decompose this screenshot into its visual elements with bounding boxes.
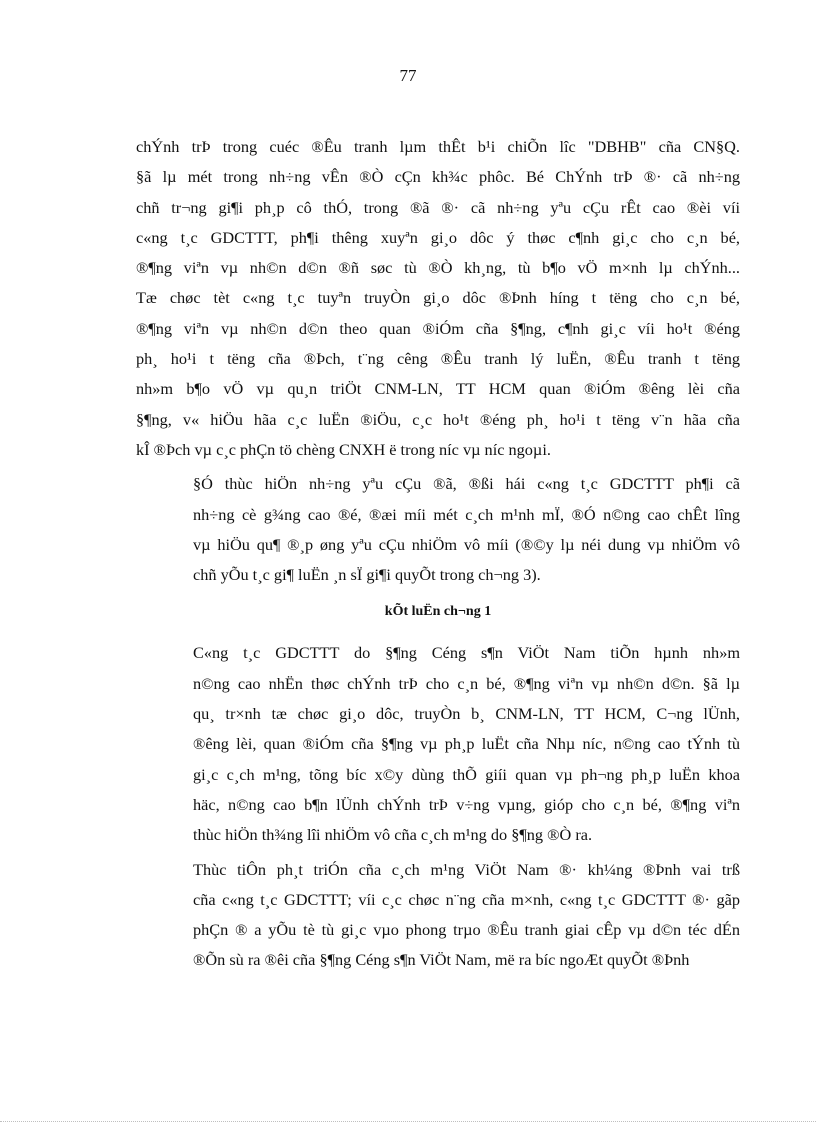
paragraph-line: Thùc tiÔn ph¸t triÓn cña c¸ch m¹ng ViÖt Nam ®· kh¼ng ®Þnh vai trß xyxy=(193,859,740,879)
body-paragraph xyxy=(136,638,740,850)
paragraph-line: ®¶ng viªn vµ nh©n d©n theo quan ®iÓm cña §¶ng, c¶nh gi¸c víi ho¹t ®éng xyxy=(136,318,740,338)
bottom-dotted-rule xyxy=(0,1121,816,1122)
paragraph-line: chÝnh trÞ trong cuéc ®Êu tranh lµm thÊt b¹i chiÕn lîc "DBHB" cña CN§Q. xyxy=(136,137,740,156)
paragraph-line: kÎ ®Þch vµ c¸c phÇn tö chèng CNXH ë trong níc vµ níc ngoµi. xyxy=(136,439,551,459)
paragraph-line: qu¸ tr×nh tæ chøc gi¸o dôc, truyÒn b¸ CNM-LN, TT HCM, C¬ng lÜnh, xyxy=(193,704,740,724)
paragraph-line: C«ng t¸c GDCTTT do §¶ng Céng s¶n ViÖt Nam tiÕn hµnh nh»m xyxy=(193,643,740,663)
paragraph-line: §Ó thùc hiÖn nh÷ng yªu cÇu ®ã, ®ßi hái c«ng t¸c GDCTTT ph¶i cã xyxy=(193,474,740,494)
paragraph-line: n©ng cao nhËn thøc chÝnh trÞ cho c¸n bé, ®¶ng viªn vµ nh©n d©n. §ã lµ xyxy=(193,673,740,693)
paragraph-line: ph¸ ho¹i t tëng cña ®Þch, t¨ng cêng ®Êu tranh lý luËn, ®Êu tranh t tëng xyxy=(136,349,740,369)
page-number: 77 xyxy=(399,66,417,85)
body-paragraph xyxy=(136,469,740,590)
paragraph-line: §¶ng, v« hiÖu hãa c¸c luËn ®iÖu, c¸c ho¹t ®éng ph¸ ho¹i t tëng v¨n hãa cña xyxy=(136,409,740,429)
paragraphs-before-heading xyxy=(136,132,740,590)
paragraph-line: nh÷ng cè g¾ng cao ®é, ®æi míi mét c¸ch m¹nh mÏ, ®Ó n©ng cao chÊt lîng xyxy=(193,504,740,524)
paragraph-line: vµ hiÖu qu¶ ®¸p øng yªu cÇu nhiÖm vô míi (®©y lµ néi dung vµ nhiÖm vô xyxy=(193,534,740,554)
paragraph-line: ®êng lèi, quan ®iÓm cña §¶ng vµ ph¸p luËt cña Nhµ níc, n©ng cao tÝnh tù xyxy=(193,734,740,754)
paragraph-line: c«ng t¸c GDCTTT, ph¶i thêng xuyªn gi¸o dôc ý thøc c¶nh gi¸c cho c¸n bé, xyxy=(136,227,740,247)
paragraph-line: ®Õn sù ra ®êi cña §¶ng Céng s¶n ViÖt Nam, më ra bíc ngoÆt quyÕt ®Þnh xyxy=(193,950,690,970)
section-heading: kÕt luËn ch¬ng 1 xyxy=(384,604,492,620)
paragraphs-after-heading xyxy=(136,638,740,975)
paragraph-line: cña c«ng t¸c GDCTTT; víi c¸c chøc n¨ng cña m×nh, c«ng t¸c GDCTTT ®· gãp xyxy=(193,889,740,909)
paragraph-line: thùc hiÖn th¾ng lîi nhiÖm vô cña c¸ch m¹ng do §¶ng ®Ò ra. xyxy=(193,825,593,845)
paragraph-line: §ã lµ mét trong nh÷ng vÊn ®Ò cÇn kh¾c phôc. Bé ChÝnh trÞ ®· cã nh÷ng xyxy=(136,167,740,187)
body-paragraph xyxy=(136,855,740,976)
paragraph-line: nh»m b¶o vÖ vµ qu¸n triÖt CNM-LN, TT HCM quan ®iÓm ®êng lèi cña xyxy=(136,379,740,399)
paragraph-line: phÇn ® a yÕu tè tù gi¸c vµo phong trµo ®Êu tranh giai cÊp vµ d©n téc dÉn xyxy=(193,920,740,940)
paragraph-line: gi¸c c¸ch m¹ng, tõng bíc x©y dùng thÕ giíi quan vµ ph¬ng ph¸p luËn khoa xyxy=(193,764,740,784)
paragraph-line: häc, n©ng cao b¶n lÜnh chÝnh trÞ v÷ng vµng, gióp cho c¸n bé, ®¶ng viªn xyxy=(193,794,740,814)
body-paragraph xyxy=(136,132,740,465)
paragraph-line: chñ yÕu t¸c gi¶ luËn ¸n sÏ gi¶i quyÕt trong ch¬ng 3). xyxy=(193,565,541,585)
page-content xyxy=(136,132,740,980)
paragraph-line: chñ tr¬ng gi¶i ph¸p cô thÓ, trong ®ã ®· cã nh÷ng yªu cÇu rÊt cao ®èi víi xyxy=(136,197,740,217)
paragraph-line: ®¶ng viªn vµ nh©n d©n ®ñ søc tù ®Ò kh¸ng, tù b¶o vÖ m×nh lµ chÝnh... xyxy=(136,258,740,278)
paragraph-line: Tæ chøc tèt c«ng t¸c tuyªn truyÒn gi¸o dôc ®Þnh híng t tëng cho c¸n bé, xyxy=(136,288,740,308)
